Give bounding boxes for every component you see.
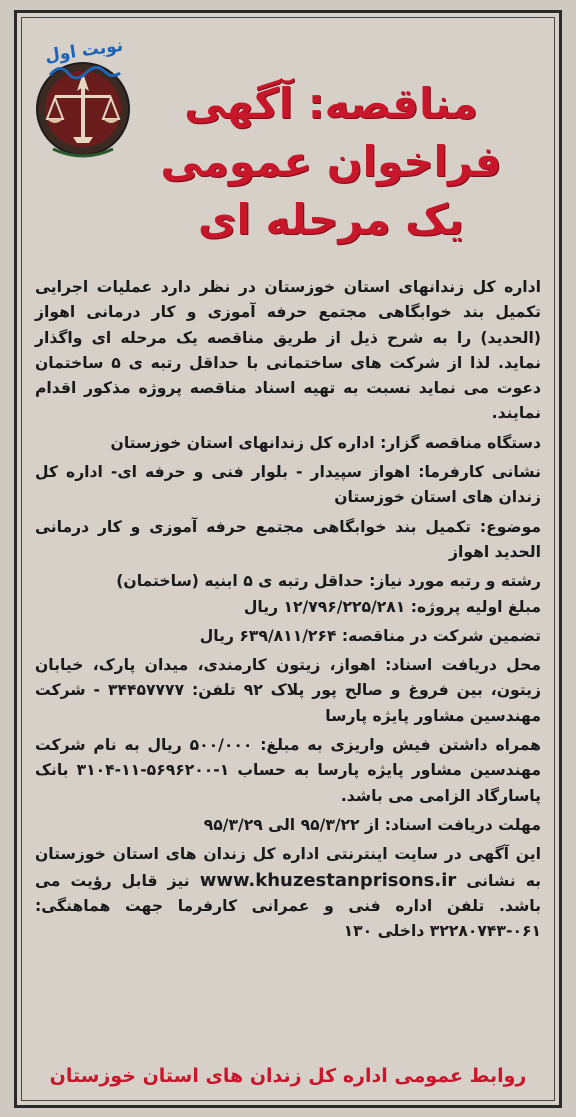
heading-line-1: مناقصه: آگهی	[184, 79, 478, 128]
tender-notice	[14, 10, 562, 1108]
detail-item: دستگاه مناقصه گزار: اداره کل زندانهای استان خوزستان	[110, 433, 541, 452]
detail-item: همراه داشتن فیش واریزی به مبلغ: ۵۰۰/۰۰۰ ریال به نام شرکت مهندسین مشاور پایژه پارسا به حساب ۱-۵۶۹۶۲۰۰-۱۱-۳۱۰۴ بانک پاسارگاد الزامی می باشد.	[35, 736, 541, 805]
website-link[interactable]: www.khuzestanprisons.ir	[199, 869, 457, 891]
website-text-before: این آگهی در سایت اینترنتی اداره کل زندان های استان خوزستان به نشانی	[35, 845, 542, 890]
detail-item: تضمین شرکت در مناقصه: ۶۳۹/۸۱۱/۲۶۴ ریال	[199, 626, 541, 645]
notice-heading	[117, 75, 545, 249]
detail-item: موضوع: تکمیل بند خوابگاهی مجتمع حرفه آموزی و کار درمانی الحدید اهواز	[35, 517, 541, 561]
website-paragraph	[35, 842, 541, 944]
detail-item: نشانی کارفرما: اهواز سپیدار - بلوار فنی و حرفه ای- اداره کل زندان های استان خوزستان	[35, 463, 541, 507]
website-text-after: نیز قابل رؤیت می باشد. تلفن اداره فنی و عمرانی کارفرما جهت هماهنگی: ۰۶۱-۳۲۲۸۰۷۴۳ داخلی ۱۳۰	[35, 871, 541, 941]
public-relations-signature: روابط عمومی اداره کل زندان های استان خوزستان	[49, 1065, 527, 1087]
heading-line-2: فراخوان عمومی	[160, 137, 502, 186]
detail-item: مهلت دریافت اسناد: از ۹۵/۳/۲۲ الی ۹۵/۳/۲۹	[203, 815, 541, 834]
stamp-label: نوبت اول	[43, 35, 125, 67]
detail-item: رشته و رتبه مورد نیاز: حداقل رتبه ی ۵ ابنیه (ساختمان)	[116, 572, 541, 591]
intro-paragraph: اداره کل زندانهای استان خوزستان در نظر دارد عملیات اجرایی تکمیل بند خوابگاهی مجتمع حرفه آموزی و کار درمانی اهواز (الحدید) را به شرح ذیل از طریق مناقصه یک مرحله ای واگذار نماید. لذا از شرکت های ساختمانی با حداقل رتبه ی ۵ ساختمان دعوت می نماید نسبت به تهیه اسناد مناقصه پروژه مذکور اقدام نمایند.	[35, 278, 542, 423]
detail-item: مبلغ اولیه پروژه: ۱۲/۷۹۶/۲۲۵/۲۸۱ ریال	[243, 597, 541, 616]
heading-line-3: یک مرحله ای	[198, 195, 464, 244]
detail-item: محل دریافت اسناد: اهواز، زیتون کارمندی، میدان پارک، خیابان زیتون، بین فروغ و صالح پور پلاک ۹۲ تلفن: ۳۴۴۵۷۷۷۷ - شرکت مهندسین مشاور پایژه پارسا	[35, 656, 541, 725]
notice-body	[35, 275, 541, 944]
